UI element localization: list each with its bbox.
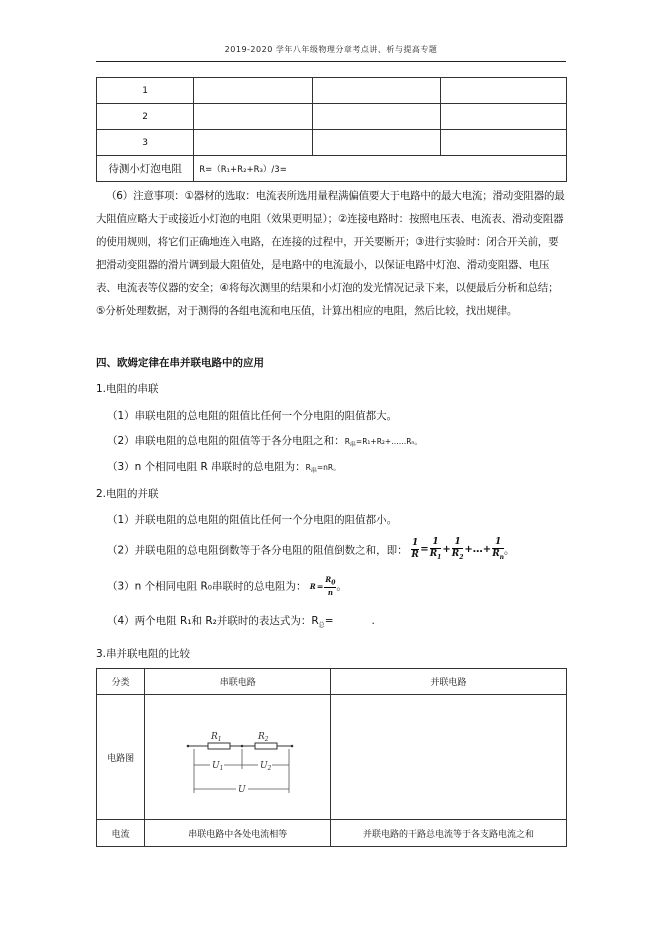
table-row <box>97 695 567 820</box>
rule-text: （1）并联电阻的总电阻的阻值比任何一个分电阻的阻值都小。 <box>107 514 398 526</box>
table-cell: 3 <box>97 130 194 156</box>
parallel-circuit-cell <box>331 695 567 820</box>
table-cell: 2 <box>97 104 194 130</box>
subsection-heading: 1.电阻的串联 <box>96 383 159 395</box>
reciprocal-formula: $\frac{1}{R}$ = $\frac{1}{R_1}$ + $\frac{1}{R_2}$ +…+ $\frac{1}{R_n}$ <box>411 537 505 561</box>
rule-text: （1）串联电阻的总电阻的阻值比任何一个分电阻的阻值都大。 <box>107 410 398 422</box>
table-row <box>97 669 567 695</box>
table-row <box>97 820 567 847</box>
series-circuit-diagram <box>186 729 296 797</box>
r2-label: $R_2$ <box>258 732 269 743</box>
table-cell: 电路图 <box>97 695 145 820</box>
table-row <box>97 104 567 130</box>
u2-label: $U_2$ <box>260 761 272 772</box>
header-rule <box>96 61 566 62</box>
table-cell-formula: R=（R₁+R₂+R₃）/3= <box>194 156 567 182</box>
subsection-heading: 3.串并联电阻的比较 <box>96 648 191 660</box>
section-title: 四、欧姆定律在串并联电路中的应用 <box>96 357 264 369</box>
subsection-heading: 2.电阻的并联 <box>96 488 159 500</box>
table-cell: 1 <box>97 78 194 104</box>
r1-label: $R_1$ <box>211 732 222 743</box>
table-header: 分类 <box>97 669 145 695</box>
u-label: U <box>238 785 246 795</box>
data-table <box>96 77 567 182</box>
comparison-table <box>96 668 567 847</box>
table-cell: 串联电路中各处电流相等 <box>145 820 331 847</box>
rule-text: （2）串联电阻的总电阻的阻值等于各分电阻之和：$R_串=R_1+R_2+\dots\dots R_n$。 <box>107 435 422 449</box>
table-header: 串联电路 <box>145 669 331 695</box>
table-header: 并联电路 <box>331 669 567 695</box>
table-cell: 电流 <box>97 820 145 847</box>
table-cell: 并联电路的干路总电流等于各支路电流之和 <box>331 820 567 847</box>
table-row <box>97 156 567 182</box>
u1-label: $U_1$ <box>212 761 224 772</box>
resistor-r2 <box>255 743 277 749</box>
table-cell-label: 待测小灯泡电阻 <box>97 156 194 182</box>
table-row <box>97 130 567 156</box>
page-header: 2019-2020 学年八年级物理分章考点讲、析与提高专题 <box>224 45 438 54</box>
note-paragraph: （6）注意事项：①器材的选取：电流表所选用量程满偏值要大于电路中的最大电流；滑动变阻器的最大阻值应略大于或接近小灯泡的电阻（效果更明显）；②连接电路时：按照电压表、电流表、滑动变阻器的使用规则，将它们正确地连入电路，在连接的过程中，开关要断开；③进行实验时：闭合开关前，要把滑动变阻器的滑片调到最大阻值处，是电路中的电流最小，以保证电路中灯泡、滑动变阻器、电压表、电流表等仪器的安全；④将每次测里的结果和小灯泡的发光情况记录下来，以便最后分析和总结；⑤分析处理数据，对于测得的各组电流和电压值，计算出相应的电阻，然后比较，找出规律。 <box>96 190 565 317</box>
rule-text: （3）n 个相同电阻 R₀串联时的总电阻为： R = $\frac{R_0}{n}$ 。 <box>107 575 347 598</box>
rule-text: （3）n 个相同电阻 R 串联时的总电阻为：$R_串=nR$。 <box>107 461 341 475</box>
nr-formula: R = $\frac{R_0}{n}$ <box>309 575 336 598</box>
blank-space <box>334 623 372 624</box>
table-row <box>97 78 567 104</box>
rule-text: （4）两个电阻 R₁和 R₂并联时的表达式为：$R_总=$ . <box>107 615 375 630</box>
rule-text: （2）并联电阻的总电阻倒数等于各分电阻的阻值倒数之和，即： $\frac{1}{R}$ = $\frac{1}{R_1}$ + $\frac{1}{R_2}$ +…+ $\frac{1}{R_n}$ 。 <box>107 537 515 561</box>
resistor-r1 <box>208 743 230 749</box>
